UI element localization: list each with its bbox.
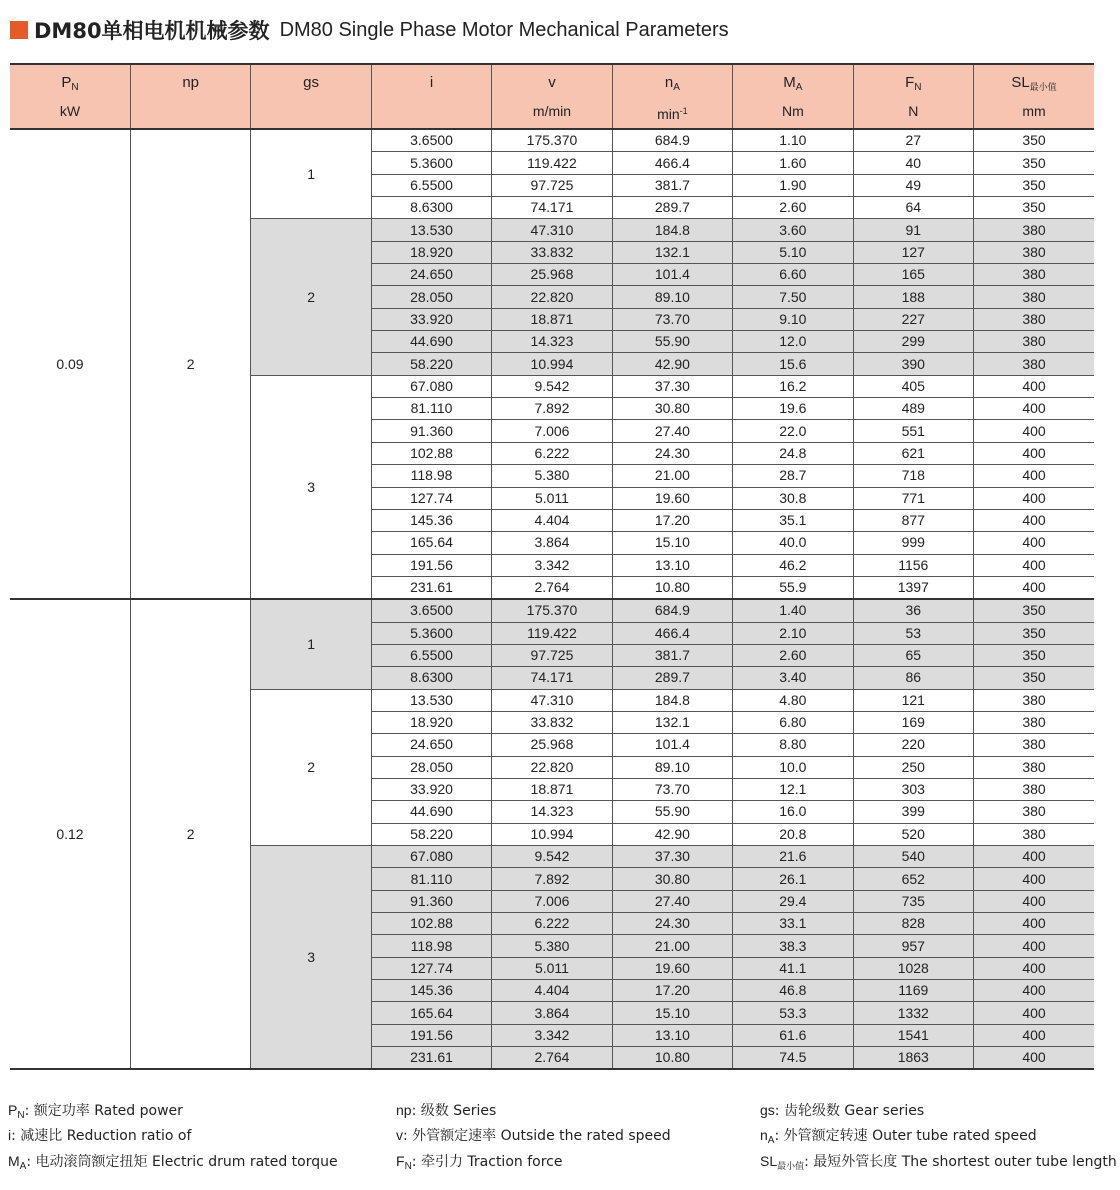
header-fn: $F_N$ N (853, 64, 973, 129)
header-sl: $SL_{最小值}$ mm (974, 64, 1095, 129)
cell-fn: 1541 (853, 1024, 973, 1046)
cell-na: 15.10 (612, 532, 732, 554)
cell-v: 33.832 (492, 241, 612, 263)
cell-fn: 877 (853, 509, 973, 531)
cell-v: 175.370 (492, 129, 612, 152)
cell-i: 145.36 (371, 509, 491, 531)
cell-fn: 399 (853, 801, 973, 823)
cell-sl: 380 (974, 756, 1095, 778)
cell-gs: 1 (251, 599, 371, 689)
cell-na: 17.20 (612, 509, 732, 531)
cell-sl: 400 (974, 890, 1095, 912)
cell-sl: 380 (974, 778, 1095, 800)
cell-np: 2 (130, 129, 250, 599)
legend-item-ma: $M_A$: 电动滚筒额定扭矩 Electric drum rated torque (8, 1153, 338, 1172)
cell-na: 132.1 (612, 241, 732, 263)
cell-sl: 350 (974, 622, 1095, 644)
cell-v: 9.542 (492, 846, 612, 868)
cell-i: 165.64 (371, 532, 491, 554)
cell-i: 165.64 (371, 1002, 491, 1024)
title-chinese: DM80单相电机机械参数 (34, 19, 270, 43)
cell-na: 289.7 (612, 667, 732, 689)
legend-item-v: v: 外管额定速率 Outside the rated speed (396, 1127, 671, 1144)
cell-fn: 220 (853, 734, 973, 756)
cell-i: 3.6500 (371, 599, 491, 622)
cell-ma: 53.3 (733, 1002, 853, 1024)
cell-na: 381.7 (612, 644, 732, 666)
cell-fn: 36 (853, 599, 973, 622)
cell-i: 231.61 (371, 1047, 491, 1070)
cell-na: 17.20 (612, 980, 732, 1002)
cell-v: 14.323 (492, 331, 612, 353)
cell-fn: 999 (853, 532, 973, 554)
cell-na: 684.9 (612, 599, 732, 622)
cell-ma: 26.1 (733, 868, 853, 890)
cell-fn: 64 (853, 197, 973, 219)
cell-na: 19.60 (612, 487, 732, 509)
cell-na: 73.70 (612, 778, 732, 800)
cell-fn: 520 (853, 823, 973, 845)
cell-sl: 400 (974, 420, 1095, 442)
cell-ma: 2.60 (733, 644, 853, 666)
cell-v: 119.422 (492, 152, 612, 174)
header-i: i (371, 64, 491, 129)
cell-i: 191.56 (371, 554, 491, 576)
cell-sl: 350 (974, 174, 1095, 196)
legend-item-np: np: 级数 Series (396, 1102, 497, 1119)
cell-fn: 250 (853, 756, 973, 778)
cell-ma: 21.6 (733, 846, 853, 868)
legend-item-fn: $F_N$: 牵引力 Traction force (396, 1153, 563, 1172)
page-title (10, 14, 729, 46)
cell-ma: 35.1 (733, 509, 853, 531)
cell-v: 5.011 (492, 487, 612, 509)
cell-v: 97.725 (492, 174, 612, 196)
cell-i: 8.6300 (371, 197, 491, 219)
cell-na: 73.70 (612, 308, 732, 330)
cell-ma: 46.2 (733, 554, 853, 576)
cell-v: 3.864 (492, 1002, 612, 1024)
cell-v: 6.222 (492, 913, 612, 935)
cell-v: 22.820 (492, 756, 612, 778)
cell-ma: 9.10 (733, 308, 853, 330)
cell-i: 102.88 (371, 442, 491, 464)
cell-i: 13.530 (371, 689, 491, 711)
cell-sl: 400 (974, 375, 1095, 397)
cell-ma: 5.10 (733, 241, 853, 263)
parameters-table (10, 63, 1094, 1070)
cell-v: 3.864 (492, 532, 612, 554)
cell-fn: 735 (853, 890, 973, 912)
cell-i: 58.220 (371, 353, 491, 375)
cell-sl: 380 (974, 689, 1095, 711)
cell-i: 91.360 (371, 420, 491, 442)
cell-sl: 350 (974, 129, 1095, 152)
cell-fn: 718 (853, 465, 973, 487)
cell-sl: 400 (974, 398, 1095, 420)
cell-na: 24.30 (612, 442, 732, 464)
cell-fn: 1332 (853, 1002, 973, 1024)
cell-v: 18.871 (492, 778, 612, 800)
cell-fn: 405 (853, 375, 973, 397)
cell-na: 13.10 (612, 554, 732, 576)
cell-na: 10.80 (612, 1047, 732, 1070)
cell-ma: 30.8 (733, 487, 853, 509)
cell-v: 2.764 (492, 1047, 612, 1070)
cell-sl: 400 (974, 868, 1095, 890)
cell-ma: 8.80 (733, 734, 853, 756)
cell-fn: 169 (853, 711, 973, 733)
table-body (10, 129, 1094, 1069)
cell-sl: 400 (974, 846, 1095, 868)
cell-i: 3.6500 (371, 129, 491, 152)
cell-na: 42.90 (612, 823, 732, 845)
cell-na: 466.4 (612, 622, 732, 644)
cell-na: 89.10 (612, 756, 732, 778)
header-np: np (130, 64, 250, 129)
cell-i: 44.690 (371, 331, 491, 353)
cell-na: 13.10 (612, 1024, 732, 1046)
cell-i: 191.56 (371, 1024, 491, 1046)
cell-fn: 27 (853, 129, 973, 152)
cell-v: 10.994 (492, 353, 612, 375)
cell-ma: 2.60 (733, 197, 853, 219)
cell-ma: 40.0 (733, 532, 853, 554)
cell-i: 91.360 (371, 890, 491, 912)
cell-na: 21.00 (612, 465, 732, 487)
cell-sl: 400 (974, 980, 1095, 1002)
cell-na: 89.10 (612, 286, 732, 308)
cell-na: 10.80 (612, 576, 732, 599)
cell-ma: 41.1 (733, 957, 853, 979)
cell-na: 42.90 (612, 353, 732, 375)
legend (8, 1100, 1117, 1180)
cell-i: 127.74 (371, 957, 491, 979)
cell-v: 5.380 (492, 935, 612, 957)
cell-fn: 53 (853, 622, 973, 644)
cell-ma: 3.40 (733, 667, 853, 689)
cell-sl: 400 (974, 957, 1095, 979)
cell-fn: 489 (853, 398, 973, 420)
cell-fn: 121 (853, 689, 973, 711)
cell-ma: 20.8 (733, 823, 853, 845)
cell-v: 18.871 (492, 308, 612, 330)
cell-na: 101.4 (612, 264, 732, 286)
cell-ma: 12.0 (733, 331, 853, 353)
cell-np: 2 (130, 599, 250, 1069)
cell-fn: 1397 (853, 576, 973, 599)
cell-v: 47.310 (492, 219, 612, 241)
cell-na: 55.90 (612, 331, 732, 353)
cell-v: 7.892 (492, 398, 612, 420)
cell-v: 7.006 (492, 420, 612, 442)
cell-i: 231.61 (371, 576, 491, 599)
cell-i: 81.110 (371, 398, 491, 420)
table-header-row (10, 64, 1094, 129)
cell-i: 44.690 (371, 801, 491, 823)
cell-i: 145.36 (371, 980, 491, 1002)
cell-v: 97.725 (492, 644, 612, 666)
cell-i: 6.5500 (371, 174, 491, 196)
cell-v: 10.994 (492, 823, 612, 845)
cell-fn: 40 (853, 152, 973, 174)
cell-ma: 1.40 (733, 599, 853, 622)
cell-v: 5.380 (492, 465, 612, 487)
header-pn: $P_N$ kW (10, 64, 130, 129)
cell-i: 24.650 (371, 264, 491, 286)
cell-v: 22.820 (492, 286, 612, 308)
cell-sl: 380 (974, 241, 1095, 263)
cell-na: 381.7 (612, 174, 732, 196)
cell-ma: 33.1 (733, 913, 853, 935)
cell-v: 175.370 (492, 599, 612, 622)
cell-i: 28.050 (371, 286, 491, 308)
cell-ma: 12.1 (733, 778, 853, 800)
cell-fn: 165 (853, 264, 973, 286)
cell-fn: 127 (853, 241, 973, 263)
cell-i: 5.3600 (371, 622, 491, 644)
cell-v: 3.342 (492, 1024, 612, 1046)
cell-na: 30.80 (612, 398, 732, 420)
cell-sl: 350 (974, 667, 1095, 689)
cell-i: 33.920 (371, 778, 491, 800)
cell-i: 102.88 (371, 913, 491, 935)
cell-fn: 652 (853, 868, 973, 890)
cell-fn: 771 (853, 487, 973, 509)
cell-v: 3.342 (492, 554, 612, 576)
cell-gs: 2 (251, 219, 371, 375)
table-row (10, 599, 1094, 622)
cell-sl: 400 (974, 935, 1095, 957)
cell-sl: 350 (974, 644, 1095, 666)
cell-sl: 380 (974, 331, 1095, 353)
cell-i: 67.080 (371, 846, 491, 868)
cell-i: 24.650 (371, 734, 491, 756)
cell-gs: 2 (251, 689, 371, 845)
cell-ma: 16.0 (733, 801, 853, 823)
legend-item-na: $n_A$: 外管额定转速 Outer tube rated speed (760, 1127, 1037, 1146)
cell-fn: 299 (853, 331, 973, 353)
header-na: $n_A$ $\min^{-1}$ (612, 64, 732, 129)
cell-ma: 61.6 (733, 1024, 853, 1046)
cell-sl: 400 (974, 1047, 1095, 1070)
cell-v: 7.892 (492, 868, 612, 890)
cell-sl: 350 (974, 599, 1095, 622)
cell-sl: 400 (974, 554, 1095, 576)
cell-fn: 390 (853, 353, 973, 375)
cell-i: 58.220 (371, 823, 491, 845)
cell-i: 67.080 (371, 375, 491, 397)
cell-ma: 10.0 (733, 756, 853, 778)
cell-na: 466.4 (612, 152, 732, 174)
cell-v: 4.404 (492, 980, 612, 1002)
cell-sl: 380 (974, 219, 1095, 241)
header-gs: gs (251, 64, 371, 129)
cell-i: 28.050 (371, 756, 491, 778)
cell-sl: 380 (974, 801, 1095, 823)
cell-pn: 0.09 (10, 129, 130, 599)
cell-v: 74.171 (492, 197, 612, 219)
cell-sl: 400 (974, 532, 1095, 554)
cell-sl: 380 (974, 734, 1095, 756)
cell-ma: 7.50 (733, 286, 853, 308)
cell-na: 19.60 (612, 957, 732, 979)
cell-ma: 74.5 (733, 1047, 853, 1070)
legend-item-gs: gs: 齿轮级数 Gear series (760, 1102, 925, 1119)
cell-na: 15.10 (612, 1002, 732, 1024)
cell-v: 2.764 (492, 576, 612, 599)
cell-v: 6.222 (492, 442, 612, 464)
table-row (10, 129, 1094, 152)
cell-ma: 22.0 (733, 420, 853, 442)
cell-na: 30.80 (612, 868, 732, 890)
cell-sl: 380 (974, 711, 1095, 733)
cell-sl: 400 (974, 509, 1095, 531)
cell-fn: 621 (853, 442, 973, 464)
legend-item-i: i: 减速比 Reduction ratio of (8, 1127, 192, 1144)
cell-sl: 400 (974, 1002, 1095, 1024)
cell-sl: 380 (974, 823, 1095, 845)
cell-na: 27.40 (612, 420, 732, 442)
cell-i: 8.6300 (371, 667, 491, 689)
cell-na: 37.30 (612, 846, 732, 868)
cell-ma: 6.60 (733, 264, 853, 286)
cell-gs: 1 (251, 129, 371, 219)
cell-fn: 1863 (853, 1047, 973, 1070)
cell-na: 55.90 (612, 801, 732, 823)
cell-sl: 380 (974, 353, 1095, 375)
cell-ma: 24.8 (733, 442, 853, 464)
title-english: DM80 Single Phase Motor Mechanical Parameters (279, 18, 729, 41)
cell-ma: 55.9 (733, 576, 853, 599)
cell-pn: 0.12 (10, 599, 130, 1069)
cell-ma: 16.2 (733, 375, 853, 397)
cell-v: 25.968 (492, 264, 612, 286)
cell-fn: 828 (853, 913, 973, 935)
cell-fn: 65 (853, 644, 973, 666)
cell-v: 5.011 (492, 957, 612, 979)
cell-i: 127.74 (371, 487, 491, 509)
cell-ma: 19.6 (733, 398, 853, 420)
cell-i: 13.530 (371, 219, 491, 241)
cell-v: 4.404 (492, 509, 612, 531)
cell-fn: 227 (853, 308, 973, 330)
cell-na: 101.4 (612, 734, 732, 756)
cell-sl: 400 (974, 487, 1095, 509)
cell-na: 684.9 (612, 129, 732, 152)
cell-na: 184.8 (612, 219, 732, 241)
cell-ma: 38.3 (733, 935, 853, 957)
cell-ma: 2.10 (733, 622, 853, 644)
cell-fn: 188 (853, 286, 973, 308)
cell-i: 5.3600 (371, 152, 491, 174)
cell-sl: 400 (974, 442, 1095, 464)
cell-fn: 1028 (853, 957, 973, 979)
cell-na: 27.40 (612, 890, 732, 912)
cell-na: 24.30 (612, 913, 732, 935)
cell-ma: 15.6 (733, 353, 853, 375)
cell-v: 14.323 (492, 801, 612, 823)
cell-sl: 380 (974, 286, 1095, 308)
cell-ma: 28.7 (733, 465, 853, 487)
cell-sl: 400 (974, 465, 1095, 487)
cell-na: 21.00 (612, 935, 732, 957)
cell-fn: 540 (853, 846, 973, 868)
cell-v: 33.832 (492, 711, 612, 733)
cell-na: 184.8 (612, 689, 732, 711)
cell-sl: 400 (974, 913, 1095, 935)
legend-item-pn: $P_N$: 额定功率 Rated power (8, 1102, 183, 1121)
cell-v: 9.542 (492, 375, 612, 397)
header-ma: $M_A$ Nm (733, 64, 853, 129)
cell-v: 7.006 (492, 890, 612, 912)
cell-fn: 1169 (853, 980, 973, 1002)
cell-na: 289.7 (612, 197, 732, 219)
cell-ma: 29.4 (733, 890, 853, 912)
cell-gs: 3 (251, 375, 371, 599)
cell-ma: 6.80 (733, 711, 853, 733)
cell-sl: 380 (974, 264, 1095, 286)
cell-ma: 1.10 (733, 129, 853, 152)
cell-i: 118.98 (371, 935, 491, 957)
cell-v: 74.171 (492, 667, 612, 689)
cell-ma: 1.90 (733, 174, 853, 196)
legend-item-sl: $SL_{最小值}$: 最短外管长度 The shortest outer tube length (760, 1153, 1117, 1172)
cell-i: 18.920 (371, 711, 491, 733)
cell-sl: 400 (974, 576, 1095, 599)
cell-gs: 3 (251, 846, 371, 1070)
cell-sl: 350 (974, 152, 1095, 174)
cell-fn: 91 (853, 219, 973, 241)
cell-fn: 303 (853, 778, 973, 800)
title-marker-square (10, 21, 28, 39)
cell-fn: 49 (853, 174, 973, 196)
cell-sl: 380 (974, 308, 1095, 330)
cell-i: 18.920 (371, 241, 491, 263)
cell-v: 47.310 (492, 689, 612, 711)
cell-sl: 400 (974, 1024, 1095, 1046)
cell-i: 81.110 (371, 868, 491, 890)
cell-i: 6.5500 (371, 644, 491, 666)
cell-v: 25.968 (492, 734, 612, 756)
cell-na: 132.1 (612, 711, 732, 733)
header-v: v m/min (492, 64, 612, 129)
cell-i: 118.98 (371, 465, 491, 487)
cell-fn: 551 (853, 420, 973, 442)
cell-ma: 3.60 (733, 219, 853, 241)
cell-fn: 86 (853, 667, 973, 689)
cell-i: 33.920 (371, 308, 491, 330)
cell-sl: 350 (974, 197, 1095, 219)
cell-fn: 957 (853, 935, 973, 957)
cell-na: 37.30 (612, 375, 732, 397)
cell-fn: 1156 (853, 554, 973, 576)
cell-ma: 4.80 (733, 689, 853, 711)
cell-ma: 1.60 (733, 152, 853, 174)
cell-ma: 46.8 (733, 980, 853, 1002)
cell-v: 119.422 (492, 622, 612, 644)
